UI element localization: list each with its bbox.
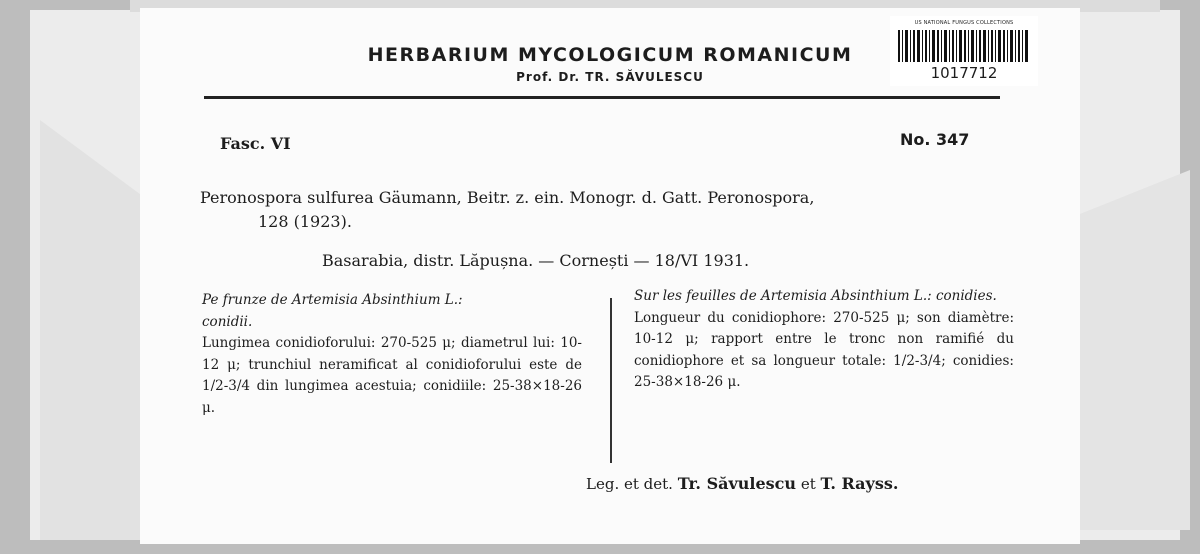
specimen-number: No. 347 bbox=[900, 130, 970, 149]
french-description bbox=[634, 286, 1014, 394]
locality: Basarabia, distr. Lăpușna. — Cornești — 18/VI 1931. bbox=[322, 251, 750, 270]
french-measurements: Longueur du conidiophore: 270-525 μ; son diamètre: 10-12 μ; rapport entre le tronc non ramifié du conidiophore et sa longueur totale: 1/2-3/4; conidies: 25-38×18-26 μ. bbox=[634, 309, 1014, 390]
romanian-stage: conidii. bbox=[202, 313, 253, 330]
romanian-host: Pe frunze de Artemisia Absinthium L.: bbox=[202, 292, 463, 308]
fascicle-label: Fasc. VI bbox=[220, 134, 291, 153]
french-host: Sur les feuilles de Artemisia Absinthium L.: conidies. bbox=[634, 288, 997, 304]
barcode-number: 1017712 bbox=[930, 64, 998, 82]
romanian-measurements: Lungimea conidioforului: 270-525 μ; diametrul lui: 10-12 μ; trunchiul neramificat al conidioforului este de 1/2-3/4 din lungimea acestuia; conidiile: 25-38×18-26 μ. bbox=[202, 335, 582, 416]
barcode-label bbox=[890, 16, 1038, 86]
barcode-icon bbox=[898, 30, 1030, 62]
herbarium-title: HERBARIUM MYCOLOGICUM ROMANICUM bbox=[367, 44, 853, 66]
collector-conjunction: et bbox=[800, 475, 816, 493]
specimen-label bbox=[140, 8, 1080, 544]
collector-name-2: T. Rayss. bbox=[820, 474, 899, 493]
barcode-caption: US NATIONAL FUNGUS COLLECTIONS bbox=[914, 20, 1014, 26]
species-citation-cont: 128 (1923). bbox=[258, 212, 352, 231]
column-divider bbox=[610, 298, 612, 463]
collector-prefix: Leg. et det. bbox=[586, 475, 673, 493]
herbarium-subtitle: Prof. Dr. TR. SĂVULESCU bbox=[516, 70, 704, 84]
collector-name-1: Tr. Săvulescu bbox=[677, 474, 797, 493]
species-citation: Peronospora sulfurea Gäumann, Beitr. z. ein. Monogr. d. Gatt. Peronospora, bbox=[200, 188, 815, 207]
romanian-description bbox=[202, 290, 582, 419]
header-rule bbox=[204, 96, 1000, 99]
collector-line bbox=[586, 474, 898, 493]
